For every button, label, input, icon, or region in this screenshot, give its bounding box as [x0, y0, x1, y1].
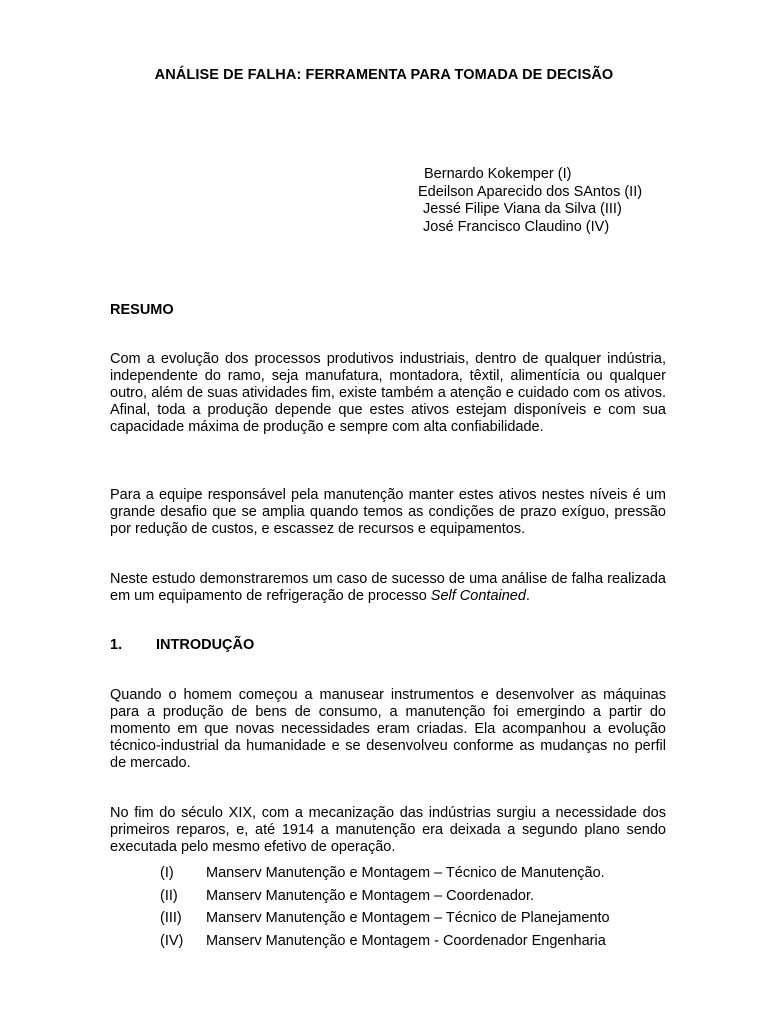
author-name: José Francisco Claudino (IV)	[423, 218, 610, 235]
italic-term: Self Contained	[430, 588, 526, 604]
note-marker: (I)	[160, 865, 174, 881]
paragraph-text: Neste estudo demonstraremos um caso de sucesso de uma análise de falha realizada em um equipamento de refrigeração de processo	[110, 571, 666, 604]
intro-paragraph: No fim do século XIX, com a mecanização das indústrias surgiu a necessidade dos primeiros reparos, e, até 1914 a manutenção era deixada a segundo plano sendo executada pelo mesmo efetivo de operação.	[110, 805, 666, 855]
section-number: 1.	[110, 637, 123, 653]
affiliation-note	[160, 907, 610, 930]
affiliation-note	[160, 862, 610, 885]
section-title: INTRODUÇÃO	[156, 637, 255, 653]
affiliation-notes	[160, 862, 610, 952]
note-text: Manserv Manutenção e Montagem – Coordenador.	[206, 887, 535, 904]
affiliation-note	[160, 930, 610, 953]
abstract-paragraph: Para a equipe responsável pela manutenção manter estes ativos nestes níveis é um grande desafio que se amplia quando temos as condições de prazo exíguo, pressão por redução de custos, e escassez de recursos e equipamentos.	[110, 487, 666, 537]
section-heading	[110, 637, 254, 653]
author-name: Edeilson Aparecido dos SAntos (II)	[418, 183, 643, 200]
abstract-paragraph: Com a evolução dos processos produtivos industriais, dentro de qualquer indústria, independente do ramo, seja manufatura, montadora, têxtil, alimentícia ou qualquer outro, além de suas atividades fim, existe também a atenção e cuidado com os ativos. Afinal, toda a produção depende que estes ativos estejam disponíveis e com sua capacidade máxima de produção e sempre com alta confiabilidade.	[110, 351, 666, 435]
document-title: ANÁLISE DE FALHA: FERRAMENTA PARA TOMADA DE DECISÃO	[154, 67, 614, 83]
note-marker: (IV)	[160, 932, 184, 949]
note-text: Manserv Manutenção e Montagem – Técnico de Planejamento	[206, 910, 610, 926]
note-marker: (II)	[160, 887, 178, 904]
paragraph-end: .	[525, 588, 530, 604]
note-text: Manserv Manutenção e Montagem - Coordenador Engenharia	[206, 932, 606, 949]
author-name: Bernardo Kokemper (I)	[424, 166, 572, 182]
note-text: Manserv Manutenção e Montagem – Técnico de Manutenção.	[206, 865, 605, 881]
note-marker: (III)	[160, 910, 182, 926]
abstract-heading: RESUMO	[110, 302, 174, 318]
author-name: Jessé Filipe Viana da Silva (III)	[423, 201, 622, 217]
intro-paragraph: Quando o homem começou a manusear instrumentos e desenvolver as máquinas para a produção de bens de consumo, a manutenção foi emergindo a partir do momento em que novas necessidades eram criadas. Ela acompanhou a evolução técnico-industrial da humanidade e se desenvolveu conforme as mudanças no perfil de mercado.	[110, 687, 666, 771]
author-list	[418, 166, 642, 236]
abstract-paragraph	[110, 571, 666, 605]
affiliation-note	[160, 885, 610, 908]
